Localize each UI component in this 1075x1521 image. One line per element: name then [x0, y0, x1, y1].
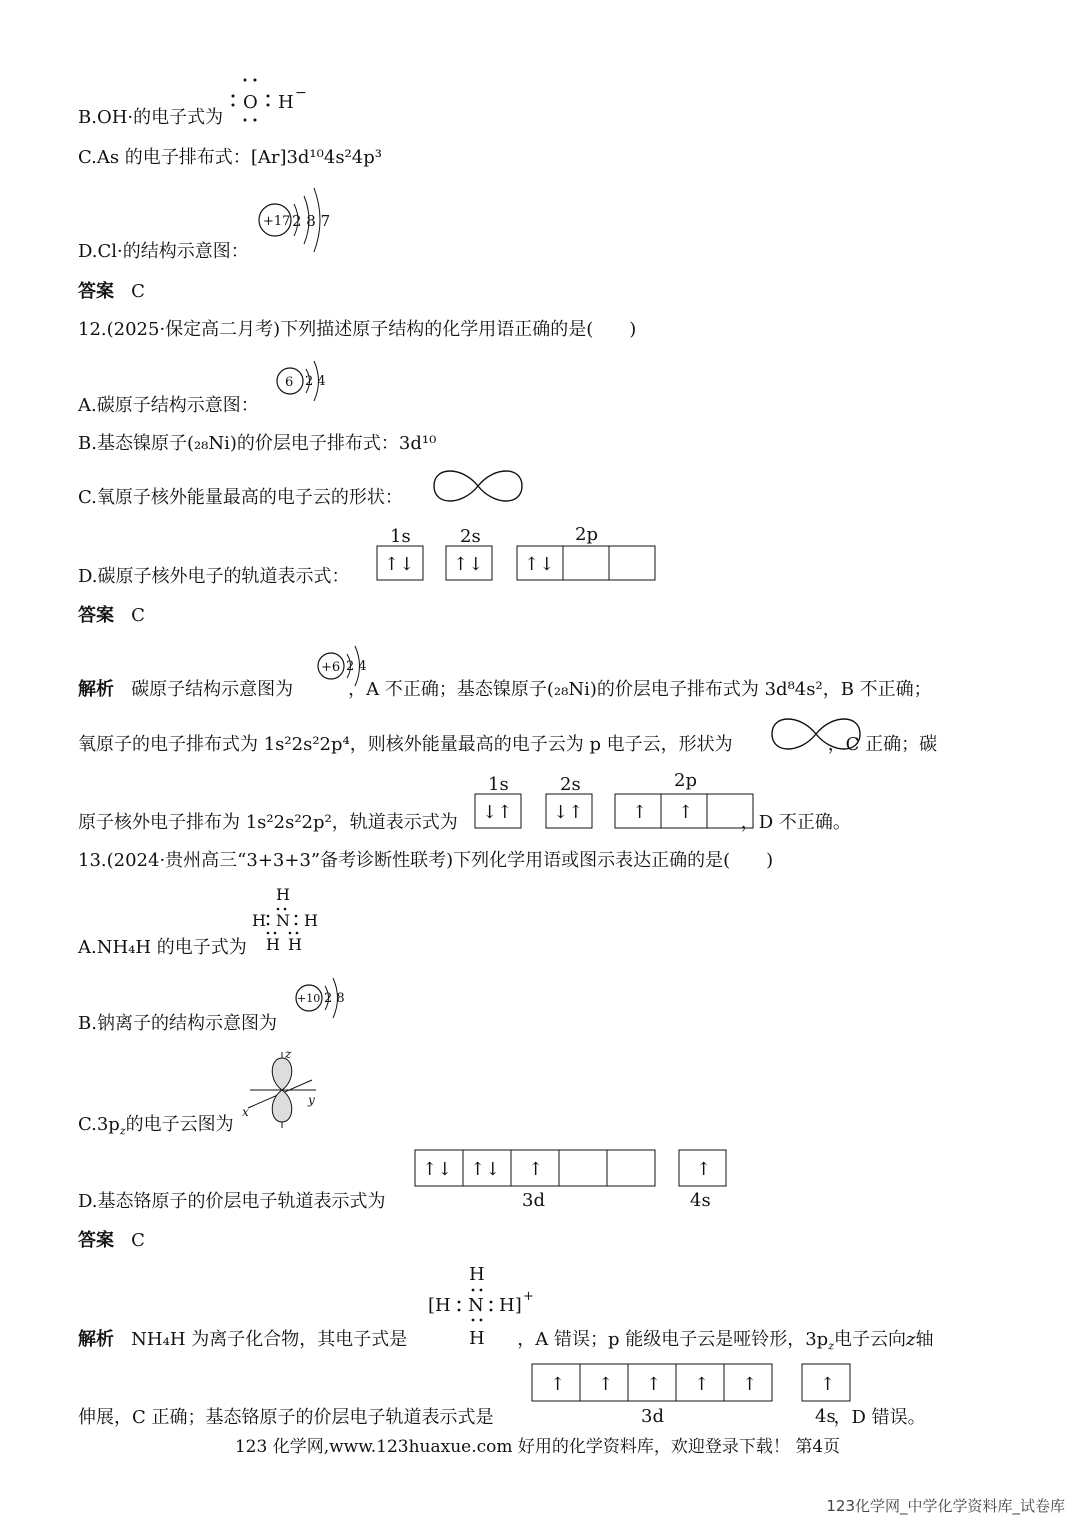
- q13-option-c: $C.3p_z$的电子云图为: [78, 1114, 234, 1138]
- svg-text:↑: ↑: [678, 802, 694, 823]
- svg-text:2s: 2s: [560, 774, 581, 795]
- chromium-orbital-diagram-wrong: [414, 1148, 734, 1212]
- carbon-orbital-diagram: [376, 520, 666, 584]
- svg-text:↑↓: ↑↓: [453, 554, 484, 575]
- chromium-orbital-diagram-correct: [531, 1362, 856, 1430]
- svg-text:↑: ↑: [528, 1159, 544, 1180]
- svg-text:↑: ↑: [742, 1374, 758, 1395]
- svg-text:2 4: 2 4: [346, 659, 367, 674]
- q13-stem: 13.(2024·贵州高三“3+3+3”备考诊断性联考)下列化学用语或图示表达正确的是( ): [78, 850, 774, 871]
- svg-text:↑↓: ↑↓: [470, 1159, 501, 1180]
- svg-text:[H: [H: [428, 1295, 451, 1316]
- q11-option-d: [78, 240, 249, 264]
- page-footer: 123 化学网,www.123huaxue.com 好用的化学资料库，欢迎登录下载！ 第4页: [234, 1437, 841, 1457]
- expl12-line2: 氧原子的电子排布式为 1s²2s²2p⁴，则核外能量最高的电子云为 p 电子云，形状为 ，C 正确；碳: [78, 734, 938, 755]
- nh4h-electron-formula: [248, 882, 328, 954]
- answer-11-value: C: [131, 281, 145, 302]
- svg-text:↑↓: ↑↓: [524, 554, 555, 575]
- svg-text:H: H: [469, 1264, 485, 1285]
- oh-charge: −: [295, 85, 307, 101]
- svg-text:↑: ↑: [598, 1374, 614, 1395]
- svg-text:y: y: [308, 1093, 315, 1107]
- expl13-line1: 解析 NH₄H 为离子化合物，其电子式是 ，A 错误；p 能级电子云是哑铃形，$3p_z$电子云向z轴: [78, 1329, 934, 1353]
- svg-text:+6: +6: [321, 660, 341, 675]
- nh4-ion-electron-formula: [426, 1262, 546, 1348]
- svg-text:6: 6: [285, 375, 294, 390]
- svg-text:2p: 2p: [575, 524, 598, 545]
- svg-text:+: +: [523, 1289, 534, 1304]
- svg-text:↑: ↑: [632, 802, 648, 823]
- p-orbital-dumbbell-icon: [432, 466, 527, 506]
- svg-text:z: z: [285, 1047, 292, 1061]
- answer-11: [78, 280, 145, 304]
- svg-text:↑: ↑: [694, 1374, 710, 1395]
- answer-11-label: 答案: [78, 281, 114, 302]
- svg-text:H: H: [266, 935, 280, 954]
- q12-option-b: B.基态镍原子(₂₈Ni)的价层电子排布式：3d¹⁰: [78, 433, 437, 454]
- svg-text:2 4: 2 4: [305, 374, 326, 389]
- oh-electron-formula: [228, 72, 318, 132]
- svg-text:2p: 2p: [674, 770, 697, 791]
- q12-stem: 12.(2025·保定高二月考)下列描述原子结构的化学用语正确的是( ): [78, 319, 637, 340]
- svg-text:H: H: [288, 935, 302, 954]
- svg-text:H: H: [469, 1328, 485, 1349]
- q12-option-d: D.碳原子核外电子的轨道表示式：: [78, 566, 350, 587]
- svg-text:2 8: 2 8: [324, 991, 345, 1006]
- q13-option-b: B.钠离子的结构示意图为: [78, 1013, 277, 1034]
- expl12-orbital-diagram: [474, 766, 764, 830]
- q11-b-label: B.OH·的电子式为: [78, 107, 224, 128]
- expl12-line3: 原子核外电子排布为 1s²2s²2p²，轨道表示式为 ，D 不正确。: [78, 812, 851, 833]
- svg-text:H: H: [304, 911, 318, 930]
- answer-12: 答案 C: [78, 605, 145, 626]
- sodium-ion-diagram: [294, 972, 354, 1032]
- svg-text:H: H: [252, 911, 266, 930]
- svg-text:x: x: [242, 1105, 249, 1119]
- oh-o: O: [243, 92, 258, 113]
- q12-option-a: A.碳原子结构示意图：: [78, 395, 259, 416]
- svg-text:1s: 1s: [488, 774, 509, 795]
- svg-text:N: N: [468, 1295, 484, 1316]
- svg-text:H]: H]: [499, 1295, 522, 1316]
- svg-text:+10: +10: [297, 992, 321, 1005]
- svg-text:↓↑: ↓↑: [553, 802, 584, 823]
- oh-h: H: [278, 92, 294, 113]
- q11-c-formula: [Ar]3d¹⁰4s²4p³: [250, 147, 382, 168]
- svg-text:↑: ↑: [550, 1374, 566, 1395]
- carbon-structure-diagram: [275, 355, 335, 415]
- svg-text:↑↓: ↑↓: [422, 1159, 453, 1180]
- svg-text:2s: 2s: [460, 526, 481, 547]
- expl13-line2: 伸展，C 正确；基态铬原子的价层电子轨道表示式是 ，D 错误。: [78, 1407, 926, 1428]
- q11-d-label: D.Cl·的结构示意图：: [78, 241, 249, 262]
- q11-option-b: [78, 106, 223, 130]
- cl-nucleus: +17: [263, 214, 291, 229]
- expl12-dumbbell-icon: [770, 714, 865, 754]
- svg-text:↓↑: ↓↑: [482, 802, 513, 823]
- q13-option-d: D.基态铬原子的价层电子轨道表示式为: [78, 1191, 386, 1212]
- svg-text:4s: 4s: [815, 1406, 836, 1427]
- svg-text:N: N: [276, 911, 290, 930]
- cl-ion-structure-diagram: [258, 180, 338, 260]
- q11-option-c: [78, 146, 382, 170]
- svg-text:4s: 4s: [690, 1190, 711, 1211]
- q11-c-label: C.As 的电子排布式：: [78, 147, 251, 168]
- answer-13: 答案 C: [78, 1230, 145, 1251]
- watermark: 123化学网_中学化学资料库_试卷库: [826, 1497, 1065, 1515]
- svg-text:↑: ↑: [646, 1374, 662, 1395]
- expl12-line1: 解析 碳原子结构示意图为 ，A 不正确；基态镍原子(₂₈Ni)的价层电子排布式为 3d⁸4s²，B 不正确；: [78, 679, 932, 700]
- cl-shells: 2 8 7: [292, 212, 331, 230]
- expl12-carbon-diagram: [316, 640, 376, 700]
- svg-text:3d: 3d: [522, 1190, 545, 1211]
- q12-option-c: C.氧原子核外能量最高的电子云的形状：: [78, 487, 403, 508]
- svg-text:1s: 1s: [390, 526, 411, 547]
- 3pz-electron-cloud: [240, 1046, 325, 1130]
- svg-text:↑: ↑: [696, 1159, 712, 1180]
- q13-option-a: A.NH₄H 的电子式为: [78, 937, 247, 958]
- svg-text:3d: 3d: [641, 1406, 664, 1427]
- svg-text:↑: ↑: [820, 1374, 836, 1395]
- svg-text:H: H: [276, 885, 290, 904]
- svg-text:↑↓: ↑↓: [384, 554, 415, 575]
